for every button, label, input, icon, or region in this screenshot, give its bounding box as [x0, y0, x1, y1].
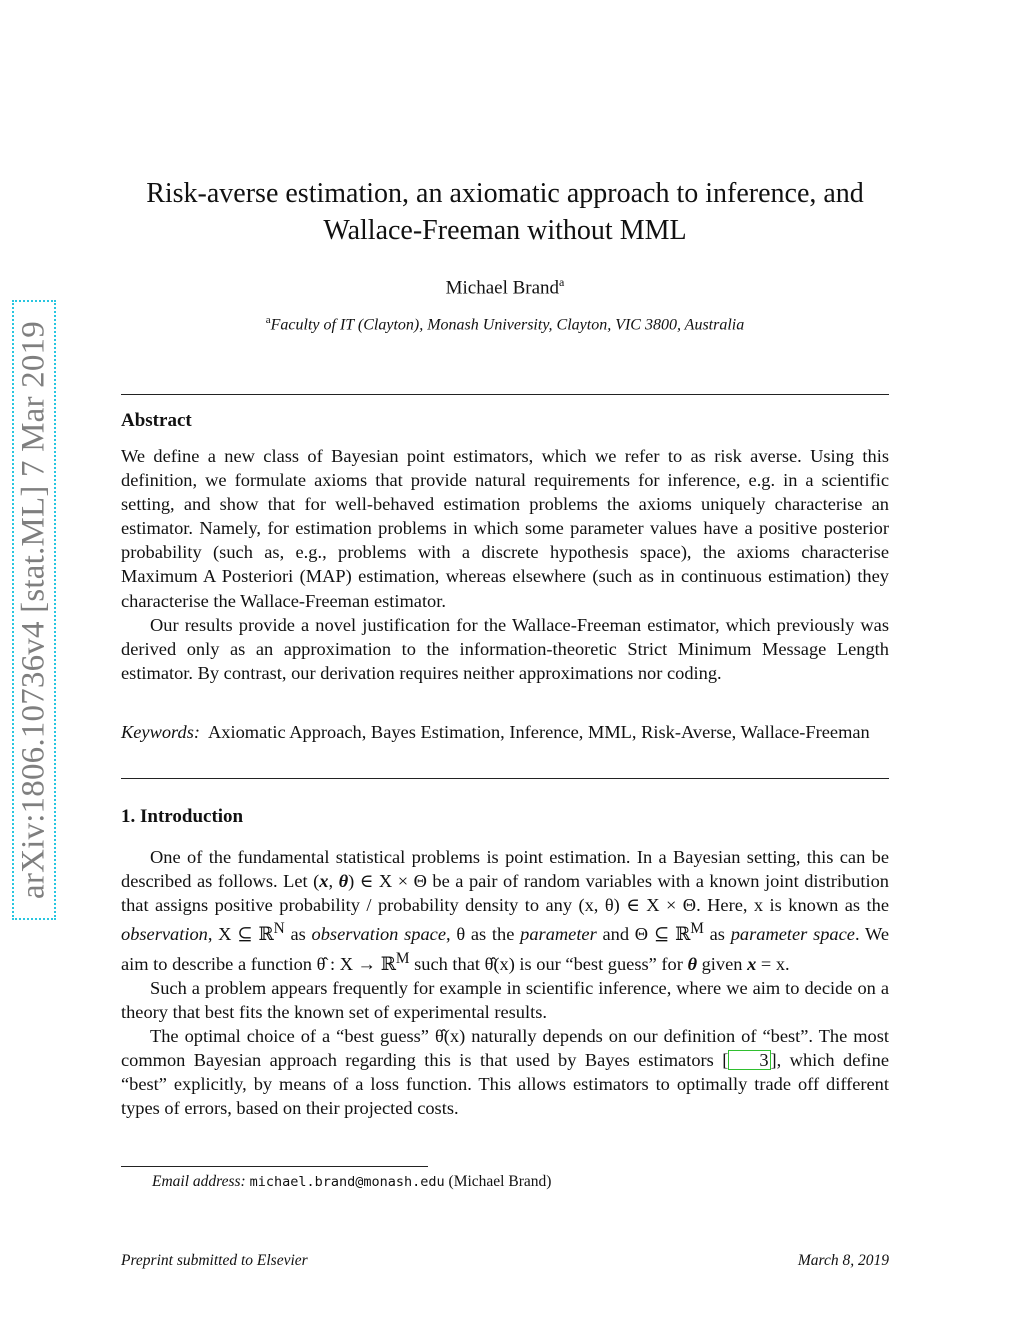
- author-email[interactable]: michael.brand@monash.edu: [249, 1174, 445, 1190]
- footnote-rule: [121, 1166, 428, 1167]
- abstract-top-rule: [121, 394, 889, 395]
- keywords-label: Keywords:: [121, 722, 201, 742]
- arxiv-stamp[interactable]: [12, 300, 56, 920]
- intro-paragraph-3: The optimal choice of a “best guess” θ̂(x) naturally depends on our definition of “best”. The most common Bayesian approach regarding this is that used by Bayes estimators [ 3 ], which define “best” explicitly, by means of a loss function. This allows estimators to optimally trade off different types of errors, based on their projected costs.: [121, 1025, 889, 1119]
- keywords: [121, 720, 889, 744]
- affiliation-mark: a: [265, 314, 271, 326]
- introduction-body: [121, 845, 889, 1120]
- title-line-1: Risk-averse estimation, an axiomatic approach to inference, and: [146, 178, 864, 209]
- affiliation: Faculty of IT (Clayton), Monash University, Clayton, VIC 3800, Australia: [270, 316, 745, 334]
- footer-preprint-note: Preprint submitted to Elsevier: [121, 1252, 308, 1269]
- author-line: [110, 275, 900, 299]
- intro-paragraph-1: One of the fundamental statistical problems is point estimation. In a Bayesian setting, this can be described as follows. Let (x, θ) ∈ X × Θ be a pair of random variables with a known joint distribution that assigns positive probability / probability density to any (x, θ) ∈ X × Θ. Here, x is known as the observation, X ⊆ ℝ$^N$ as observation space, θ as the parameter and Θ ⊆ ℝ$^M$ as parameter space. We aim to describe a function θ̂ : X → ℝ$^M$ such that θ̂(x) is our “best guess” for θ given x = x.: [121, 847, 890, 974]
- abstract-paragraph-1: We define a new class of Bayesian point estimators, which we refer to as risk averse. Using this definition, we formulate axioms that provide natural requirements for inference, e.g. in a scientific setting, and show that for well-behaved estimation problems the axioms uniquely characterise an estimator. Namely, for estimation problems in which some parameter values have a positive posterior probability (such as, e.g., problems with a discrete hypothesis space), the axioms characterise Maximum A Posteriori (MAP) estimation, whereas elsewhere (such as in continuous estimation) they characterise the Wallace-Freeman estimator.: [121, 446, 889, 611]
- keywords-text: Axiomatic Approach, Bayes Estimation, Inference, MML, Risk-Averse, Wallace-Freeman: [208, 722, 870, 742]
- section-heading-introduction: 1. Introduction: [121, 806, 244, 827]
- arxiv-identifier[interactable]: arXiv:1806.10736v4 [stat.ML] 7 Mar 2019: [15, 321, 52, 899]
- footnote: [121, 1172, 889, 1192]
- footnote-author-name: (Michael Brand): [448, 1173, 552, 1190]
- abstract-heading: Abstract: [121, 410, 192, 431]
- author-name: Michael Brand: [445, 277, 560, 299]
- title-line-2: Wallace-Freeman without MML: [323, 215, 687, 246]
- affiliation-line: [110, 314, 900, 334]
- intro-paragraph-2: Such a problem appears frequently for example in scientific inference, where we aim to decide on a theory that best fits the known set of experimental results.: [121, 977, 889, 1022]
- abstract-body: [121, 444, 889, 685]
- paper-title: [110, 175, 900, 249]
- footnote-label: Email address:: [152, 1173, 246, 1190]
- footer-date: March 8, 2019: [797, 1252, 889, 1269]
- author-affil-mark: a: [559, 275, 565, 289]
- abstract-bottom-rule: [121, 778, 889, 779]
- citation-link[interactable]: 3: [728, 1050, 770, 1070]
- abstract-paragraph-2: Our results provide a novel justification for the Wallace-Freeman estimator, which previously was derived only as an approximation to the information-theoretic Strict Minimum Message Length estimator. By contrast, our derivation requires neither approximations nor coding.: [121, 614, 889, 683]
